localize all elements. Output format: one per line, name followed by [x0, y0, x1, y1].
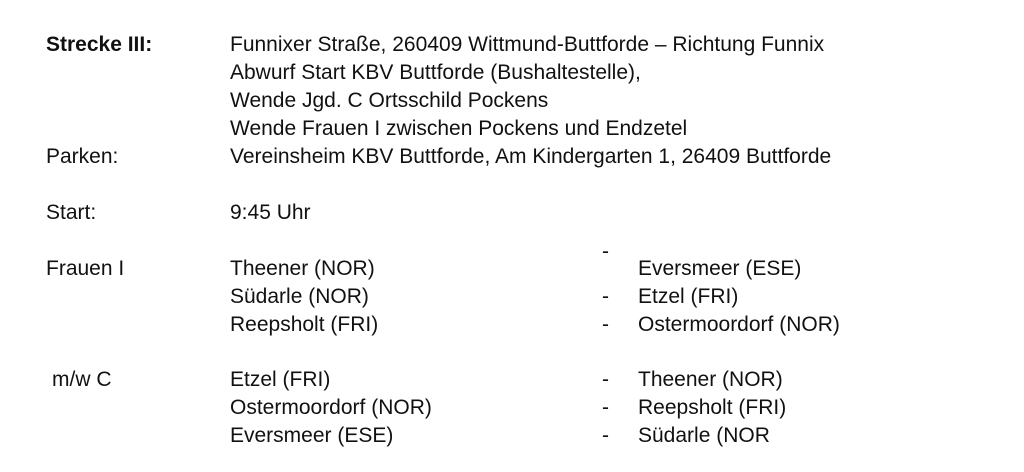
route-line-3: Wende Jgd. C Ortsschild Pockens	[230, 89, 549, 112]
match-away: Eversmeer (ESE)	[638, 257, 802, 280]
route-line-1: Funnixer Straße, 260409 Wittmund-Buttforde – Richtung Funnix	[230, 33, 825, 56]
match-home: Theener (NOR)	[230, 257, 375, 280]
match-home: Südarle (NOR)	[230, 285, 369, 308]
match-away: Südarle (NOR	[638, 424, 770, 447]
match-separator: -	[602, 240, 609, 263]
route-line-2: Abwurf Start KBV Buttforde (Bushaltestelle),	[230, 61, 641, 84]
match-away: Reepsholt (FRI)	[638, 396, 787, 419]
match-separator: -	[602, 396, 609, 419]
parking-value: Vereinsheim KBV Buttforde, Am Kindergarten 1, 26409 Buttforde	[230, 145, 832, 168]
match-separator: -	[602, 313, 609, 336]
match-home: Eversmeer (ESE)	[230, 424, 394, 447]
group-label-frauen-i: Frauen I	[46, 257, 125, 280]
match-separator: -	[602, 368, 609, 391]
match-away: Theener (NOR)	[638, 368, 783, 391]
match-home: Reepsholt (FRI)	[230, 313, 379, 336]
match-separator: -	[602, 285, 609, 308]
route-line-4: Wende Frauen I zwischen Pockens und Endzetel	[230, 117, 688, 140]
match-home: Ostermoordorf (NOR)	[230, 396, 432, 419]
route-label: Strecke III:	[46, 33, 153, 56]
match-away: Ostermoordorf (NOR)	[638, 313, 840, 336]
match-home: Etzel (FRI)	[230, 368, 331, 391]
match-away: Etzel (FRI)	[638, 285, 739, 308]
parking-label: Parken:	[46, 145, 119, 168]
match-separator: -	[602, 424, 609, 447]
group-label-mw-c: m/w C	[52, 368, 112, 391]
start-label: Start:	[46, 201, 97, 224]
start-value: 9:45 Uhr	[230, 201, 311, 224]
